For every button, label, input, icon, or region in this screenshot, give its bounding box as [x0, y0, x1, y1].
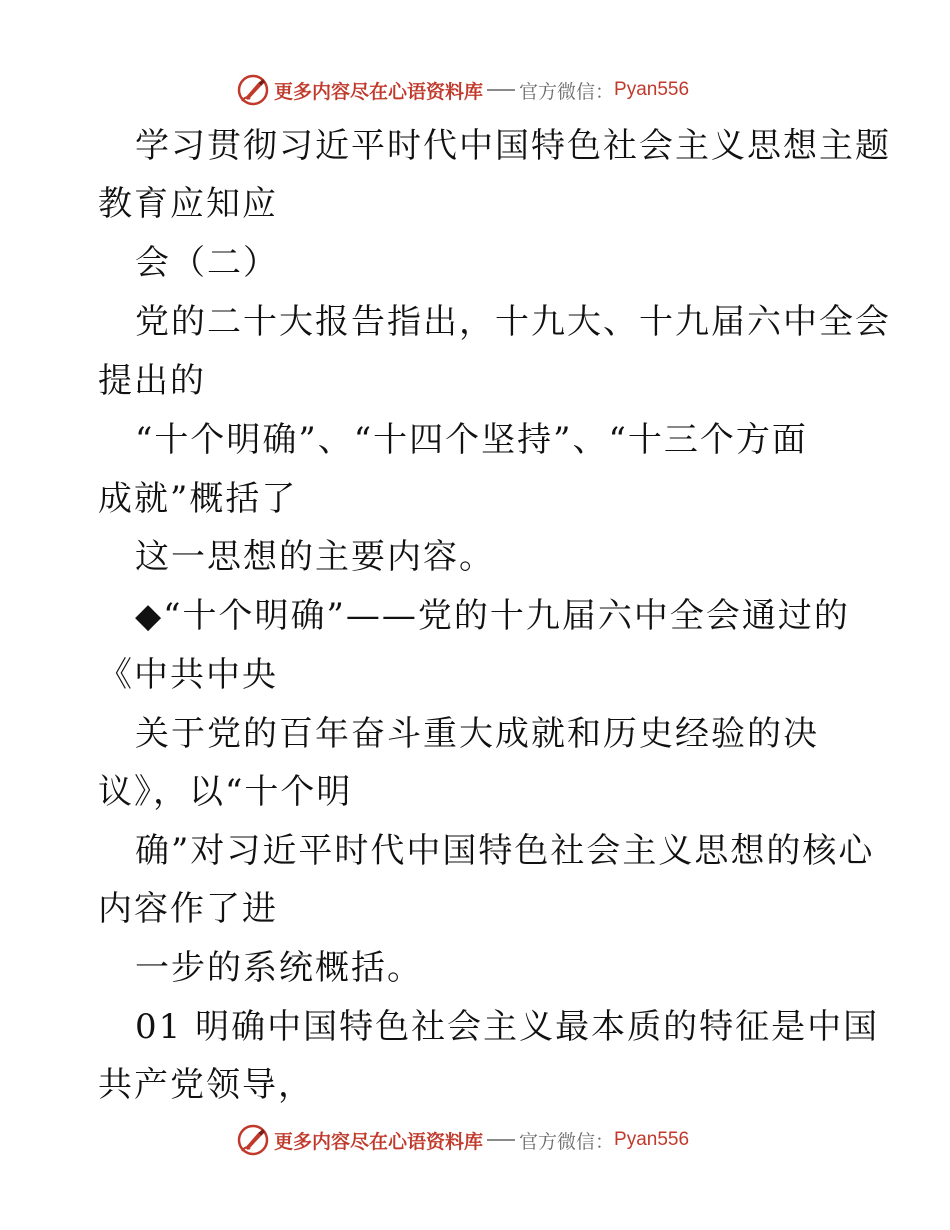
watermark-wechat-label: 官方微信：	[519, 80, 615, 103]
text-line: 一步的系统概括。	[135, 948, 423, 988]
watermark-brand-text: 更多内容尽在心语资料库	[274, 1130, 484, 1153]
pen-logo-icon	[236, 73, 270, 107]
text-line: 会（二）	[135, 243, 279, 283]
text-line: 教育应知应	[98, 184, 278, 224]
text-line: ◆“十个明确”——党的十九届六中全会通过的	[135, 596, 850, 636]
watermark-wechat-id: Pyan556	[614, 1129, 690, 1150]
watermark-wechat-id: Pyan556	[614, 79, 690, 100]
text-line: “十个明确”、“十四个坚持”、“十三个方面	[135, 420, 808, 460]
text-line: 党的二十大报告指出，十九大、十九届六中全会	[135, 302, 891, 342]
footer-watermark	[236, 1122, 689, 1158]
watermark-separator	[487, 1139, 515, 1141]
watermark-separator	[487, 89, 515, 91]
text-line: 这一思想的主要内容。	[135, 537, 495, 577]
text-line: 议》，以“十个明	[98, 772, 353, 812]
text-line: 《中共中央	[98, 655, 278, 695]
pen-logo-icon	[236, 1123, 270, 1157]
text-line: 内容作了进	[98, 889, 278, 929]
watermark-wechat-label: 官方微信：	[519, 1130, 615, 1153]
header-watermark	[236, 72, 689, 108]
text-line: 关于党的百年奋斗重大成就和历史经验的决	[135, 714, 819, 754]
text-line: 01 明确中国特色社会主义最本质的特征是中国	[135, 1007, 880, 1047]
text-line: 成就”概括了	[98, 479, 298, 519]
text-line: 共产党领导，	[98, 1065, 314, 1105]
text-line: 学习贯彻习近平时代中国特色社会主义思想主题	[135, 126, 891, 166]
watermark-brand-text: 更多内容尽在心语资料库	[274, 80, 484, 103]
text-line: 提出的	[98, 361, 206, 401]
text-line: 确”对习近平时代中国特色社会主义思想的核心	[135, 831, 875, 871]
